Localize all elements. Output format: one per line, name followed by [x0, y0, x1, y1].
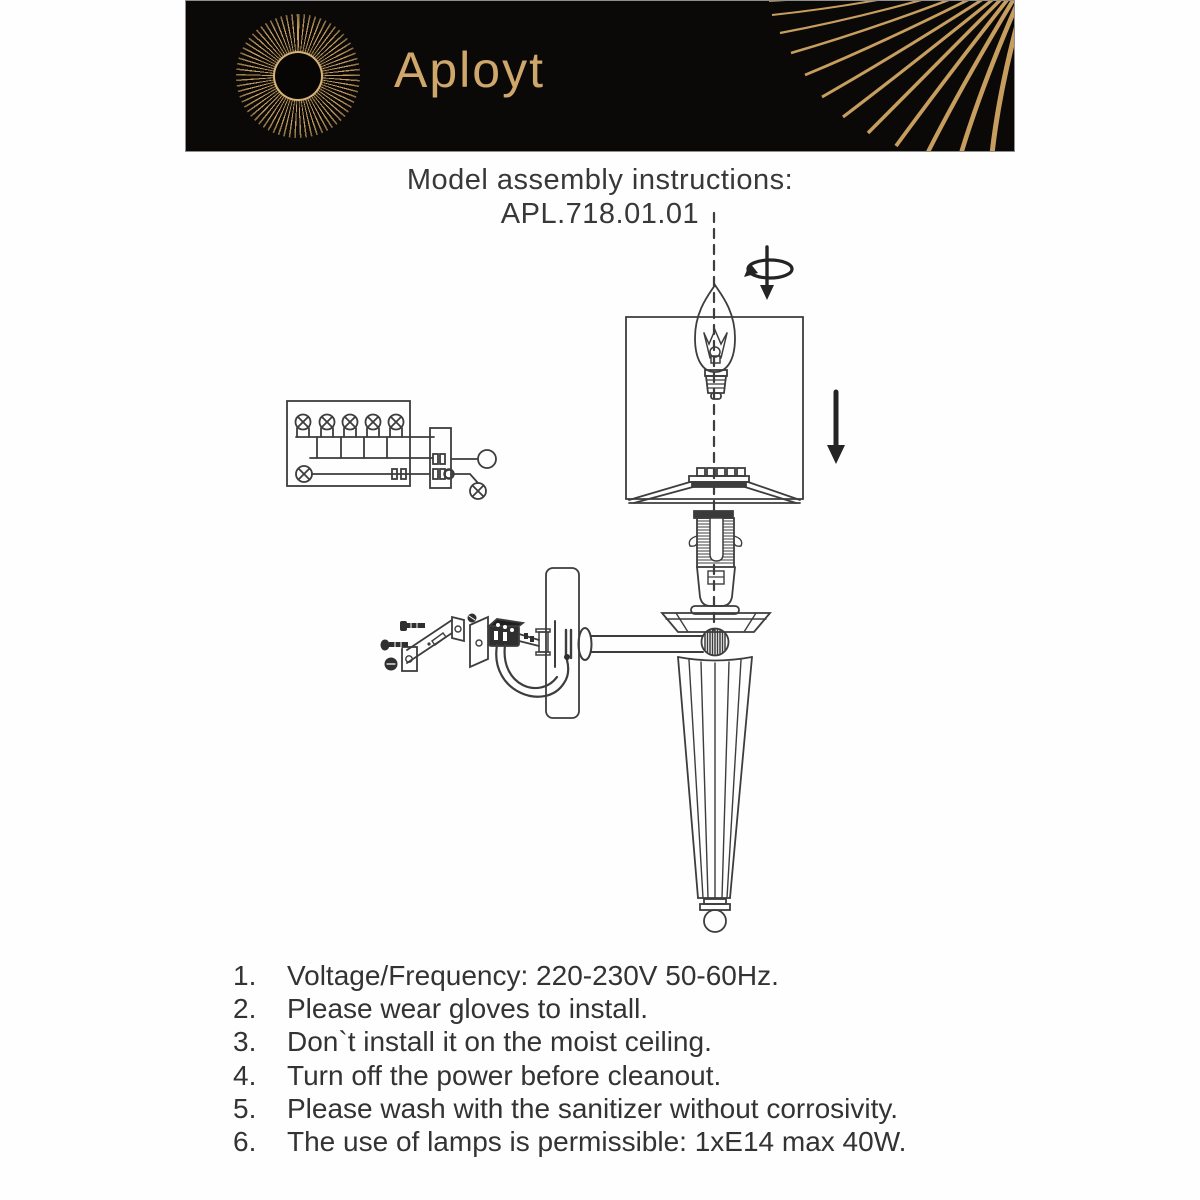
item-text: Voltage/Frequency: 220-230V 50-60Hz.: [287, 960, 779, 991]
item-number: 3.: [233, 1026, 257, 1058]
model-number: APL.718.01.01: [500, 198, 700, 230]
list-item: [233, 1059, 1013, 1092]
item-number: 2.: [233, 993, 257, 1025]
starburst-logo-icon: [236, 14, 360, 138]
list-item: [233, 1025, 1013, 1058]
terminal-block: [489, 619, 523, 646]
finial: [704, 910, 726, 932]
item-number: 6.: [233, 1126, 257, 1158]
page-title: Model assembly instructions:: [406, 164, 794, 196]
item-text: Don`t install it on the moist ceiling.: [287, 1026, 712, 1058]
back-plate-small: [470, 617, 488, 667]
item-text: Please wear gloves to install.: [287, 993, 649, 1025]
ball-joint: [702, 629, 729, 656]
logo-eclipse-core: [275, 53, 321, 99]
item-text: Please wash with the sanitizer without corrosivity.: [287, 1092, 899, 1124]
lamp-socket: [689, 511, 741, 614]
item-number: 4.: [233, 1059, 257, 1091]
list-item: [233, 959, 1013, 992]
down-arrow-icon: [827, 392, 845, 464]
list-item: [233, 992, 1013, 1025]
list-item: [233, 1125, 1013, 1158]
item-text: The use of lamps is permissible: 1xE14 max 40W.: [287, 1126, 907, 1158]
wiring-schematic: [287, 401, 496, 499]
cone-body: [678, 657, 752, 932]
rotation-arrow-icon: [744, 247, 792, 300]
plug-symbol: [478, 450, 496, 468]
shade-ring: [689, 468, 749, 487]
item-text: Turn off the power before cleanout.: [287, 1059, 722, 1091]
item-number: 1.: [233, 960, 257, 991]
assembly-diagram: [180, 205, 1020, 950]
lamp-symbols-row: [296, 415, 404, 438]
item-number: 5.: [233, 1092, 257, 1124]
brand-banner: [185, 0, 1015, 152]
e14-base: [705, 370, 727, 399]
brand-wordmark: Aployt: [394, 42, 545, 98]
screws: [381, 614, 477, 671]
wall-plate: [546, 568, 579, 718]
instruction-list: [233, 959, 1013, 1158]
list-item: [233, 1092, 1013, 1125]
